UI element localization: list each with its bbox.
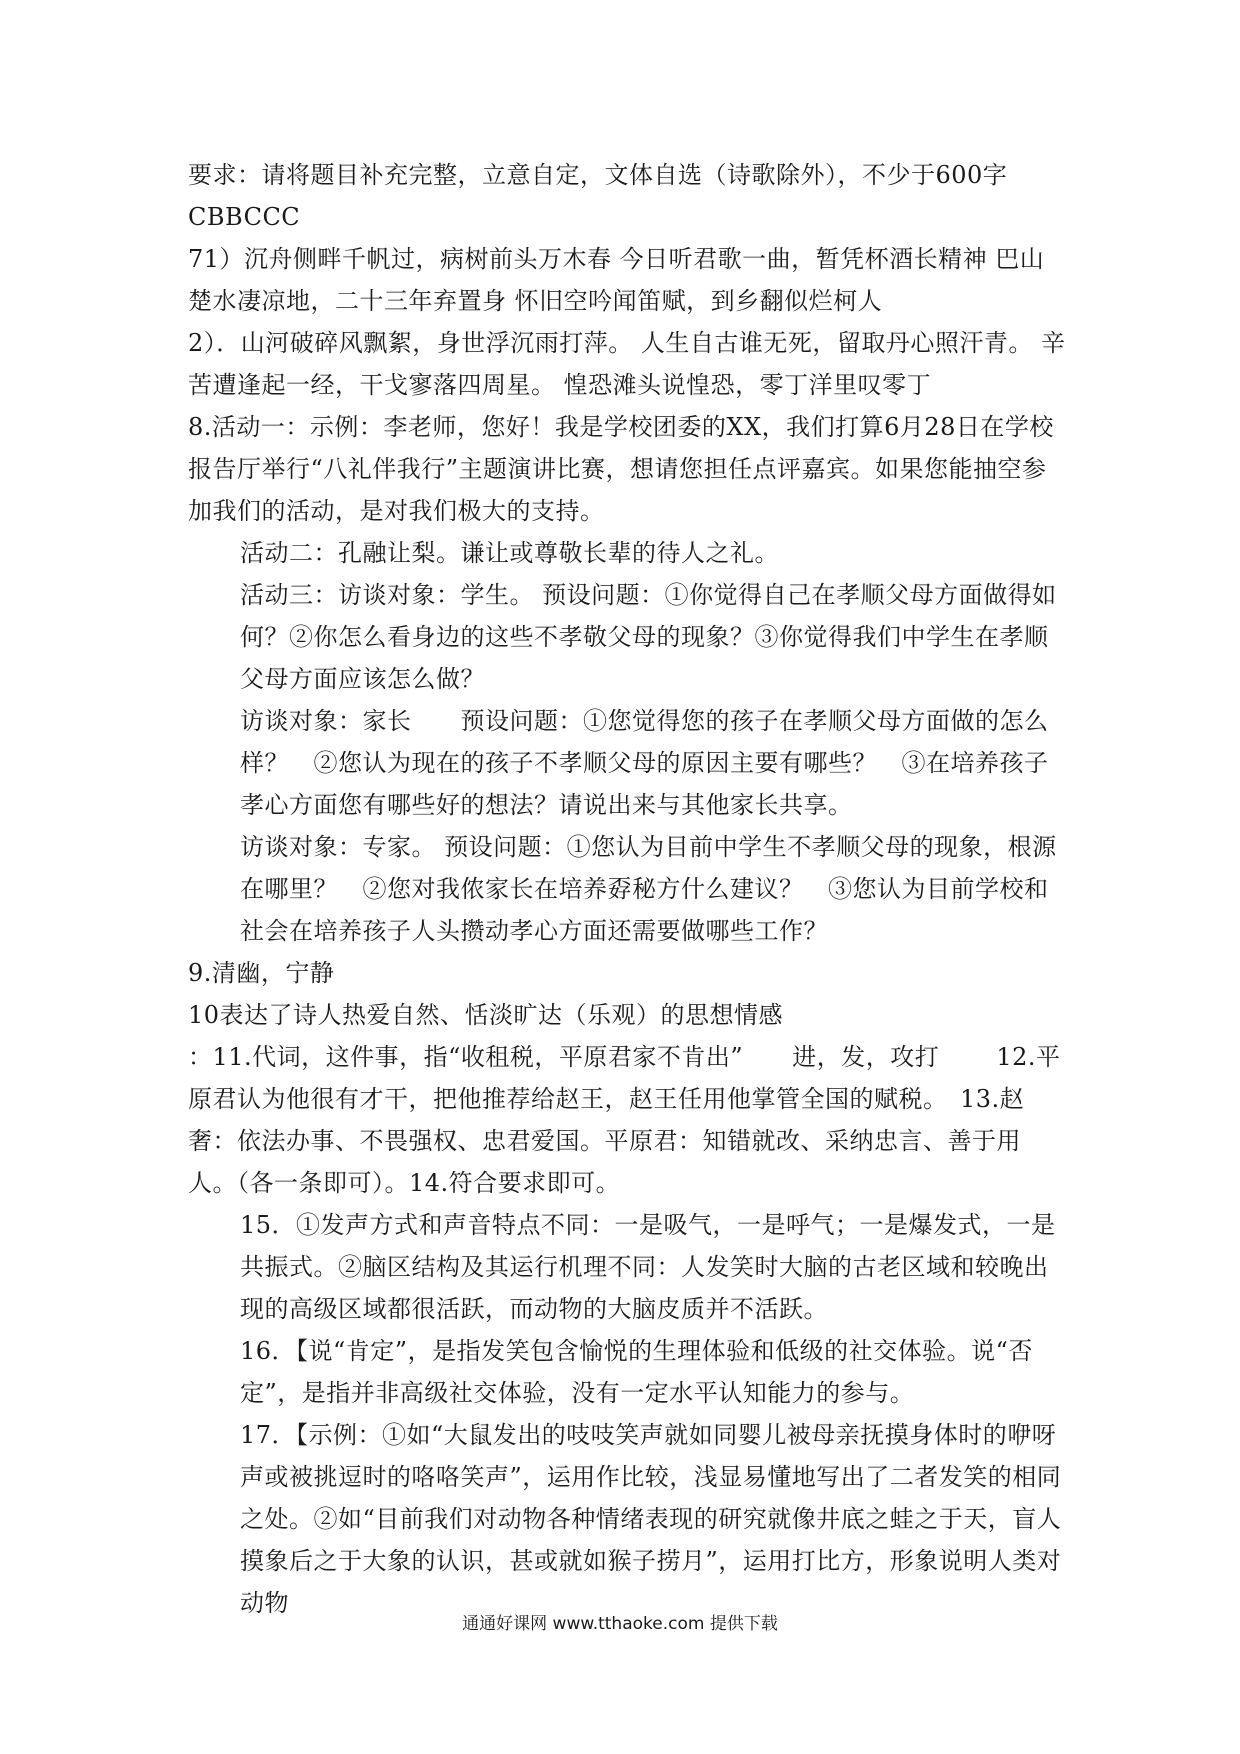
answer-11-14: ：11.代词，这件事，指“收租税，平原君家不肯出” 进，发，攻打 12.平原君认为他很有才干，把他推荐给赵王，赵王任用他掌管全国的赋税。 13.赵奢：依法办事、不畏强权、忠君爱国。平原君：知错就改、采纳忠言、善于用人。（各一条即可）。14.符合要求即可。 (188, 1043, 1061, 1197)
answer-15: 15．①发声方式和声音特点不同：一是吸气，一是呼气；一是爆发式，一是共振式。②脑区结构及其运行机理不同：人发笑时大脑的古老区域和较晚出现的高级区域都很活跃，而动物的大脑皮质并不活跃。 (240, 1211, 1056, 1323)
answer-8-activity-1: 8.活动一：示例：李老师，您好！我是学校团委的XX，我们打算6月28日在学校报告厅举行“八礼伴我行”主题演讲比赛，想请您担任点评嘉宾。如果您能抽空参加我们的活动，是对我们极大的支持。 (188, 413, 1054, 525)
requirement-line: 要求：请将题目补充完整，立意自定，文体自选（诗歌除外），不少于600字 (188, 161, 1008, 189)
answer-7-1: 71）沉舟侧畔千帆过，病树前头万木春 今日听君歌一曲，暂凭杯酒长精神 巴山楚水凄凉地，二十三年弃置身 怀旧空吟闻笛赋，到乡翻似烂柯人 (188, 245, 1045, 315)
answer-content (188, 154, 1068, 1624)
answer-8-activity-2: 活动二：孔融让梨。谦让或尊敬长辈的待人之礼。 (240, 539, 779, 567)
answer-8-activity-3-student: 活动三：访谈对象：学生。 预设问题：①你觉得自己在孝顺父母方面做得如何？②你怎么看身边的这些不孝敬父母的现象？③你觉得我们中学生在孝顺父母方面应该怎么做？ (240, 581, 1057, 693)
answer-7-2: 2）．山河破碎风飘絮，身世浮沉雨打萍。 人生自古谁无死，留取丹心照汗青。 辛苦遭逢起一经，干戈寥落四周星。 惶恐滩头说惶恐，零丁洋里叹零丁 (188, 329, 1066, 399)
answer-10: 10表达了诗人热爱自然、恬淡旷达（乐观）的思想情感 (188, 1001, 784, 1029)
answer-8-activity-3-parent: 访谈对象：家长 预设问题：①您觉得您的孩子在孝顺父母方面做的怎么样？ ②您认为现在的孩子不孝顺父母的原因主要有哪些？ ③在培养孩子孝心方面您有哪些好的想法？请说出来与其他家长共享。 (240, 707, 1049, 819)
answer-9: 9.清幽，宁静 (188, 959, 335, 987)
page-footer: 通通好课网 www.tthaoke.com 提供下载 (462, 1614, 778, 1634)
answer-16: 16．【说“肯定”，是指发笑包含愉悦的生理体验和低级的社交体验。说“否定”，是指并非高级社交体验，没有一定水平认知能力的参与。 (240, 1337, 1033, 1407)
answer-17: 17．【示例：①如“大鼠发出的吱吱笑声就如同婴儿被母亲抚摸身体时的咿呀声或被挑逗时的咯咯笑声”，运用作比较，浅显易懂地写出了二者发笑的相同之处。②如“目前我们对动物各种情绪表现的研究就像井底之蛙之于天，盲人摸象后之于大象的认识，甚或就如猴子捞月”，运用打比方，形象说明人类对动物 (240, 1421, 1062, 1617)
answer-8-activity-3-expert: 访谈对象：专家。 预设问题：①您认为目前中学生不孝顺父母的现象，根源在哪里？ ②您对我侬家长在培养孬秘方什么建议？ ③您认为目前学校和社会在培养孩子人头攒动孝心方面还需要做哪些工作？ (240, 833, 1057, 945)
choice-answers: CBBCCC (188, 203, 301, 231)
